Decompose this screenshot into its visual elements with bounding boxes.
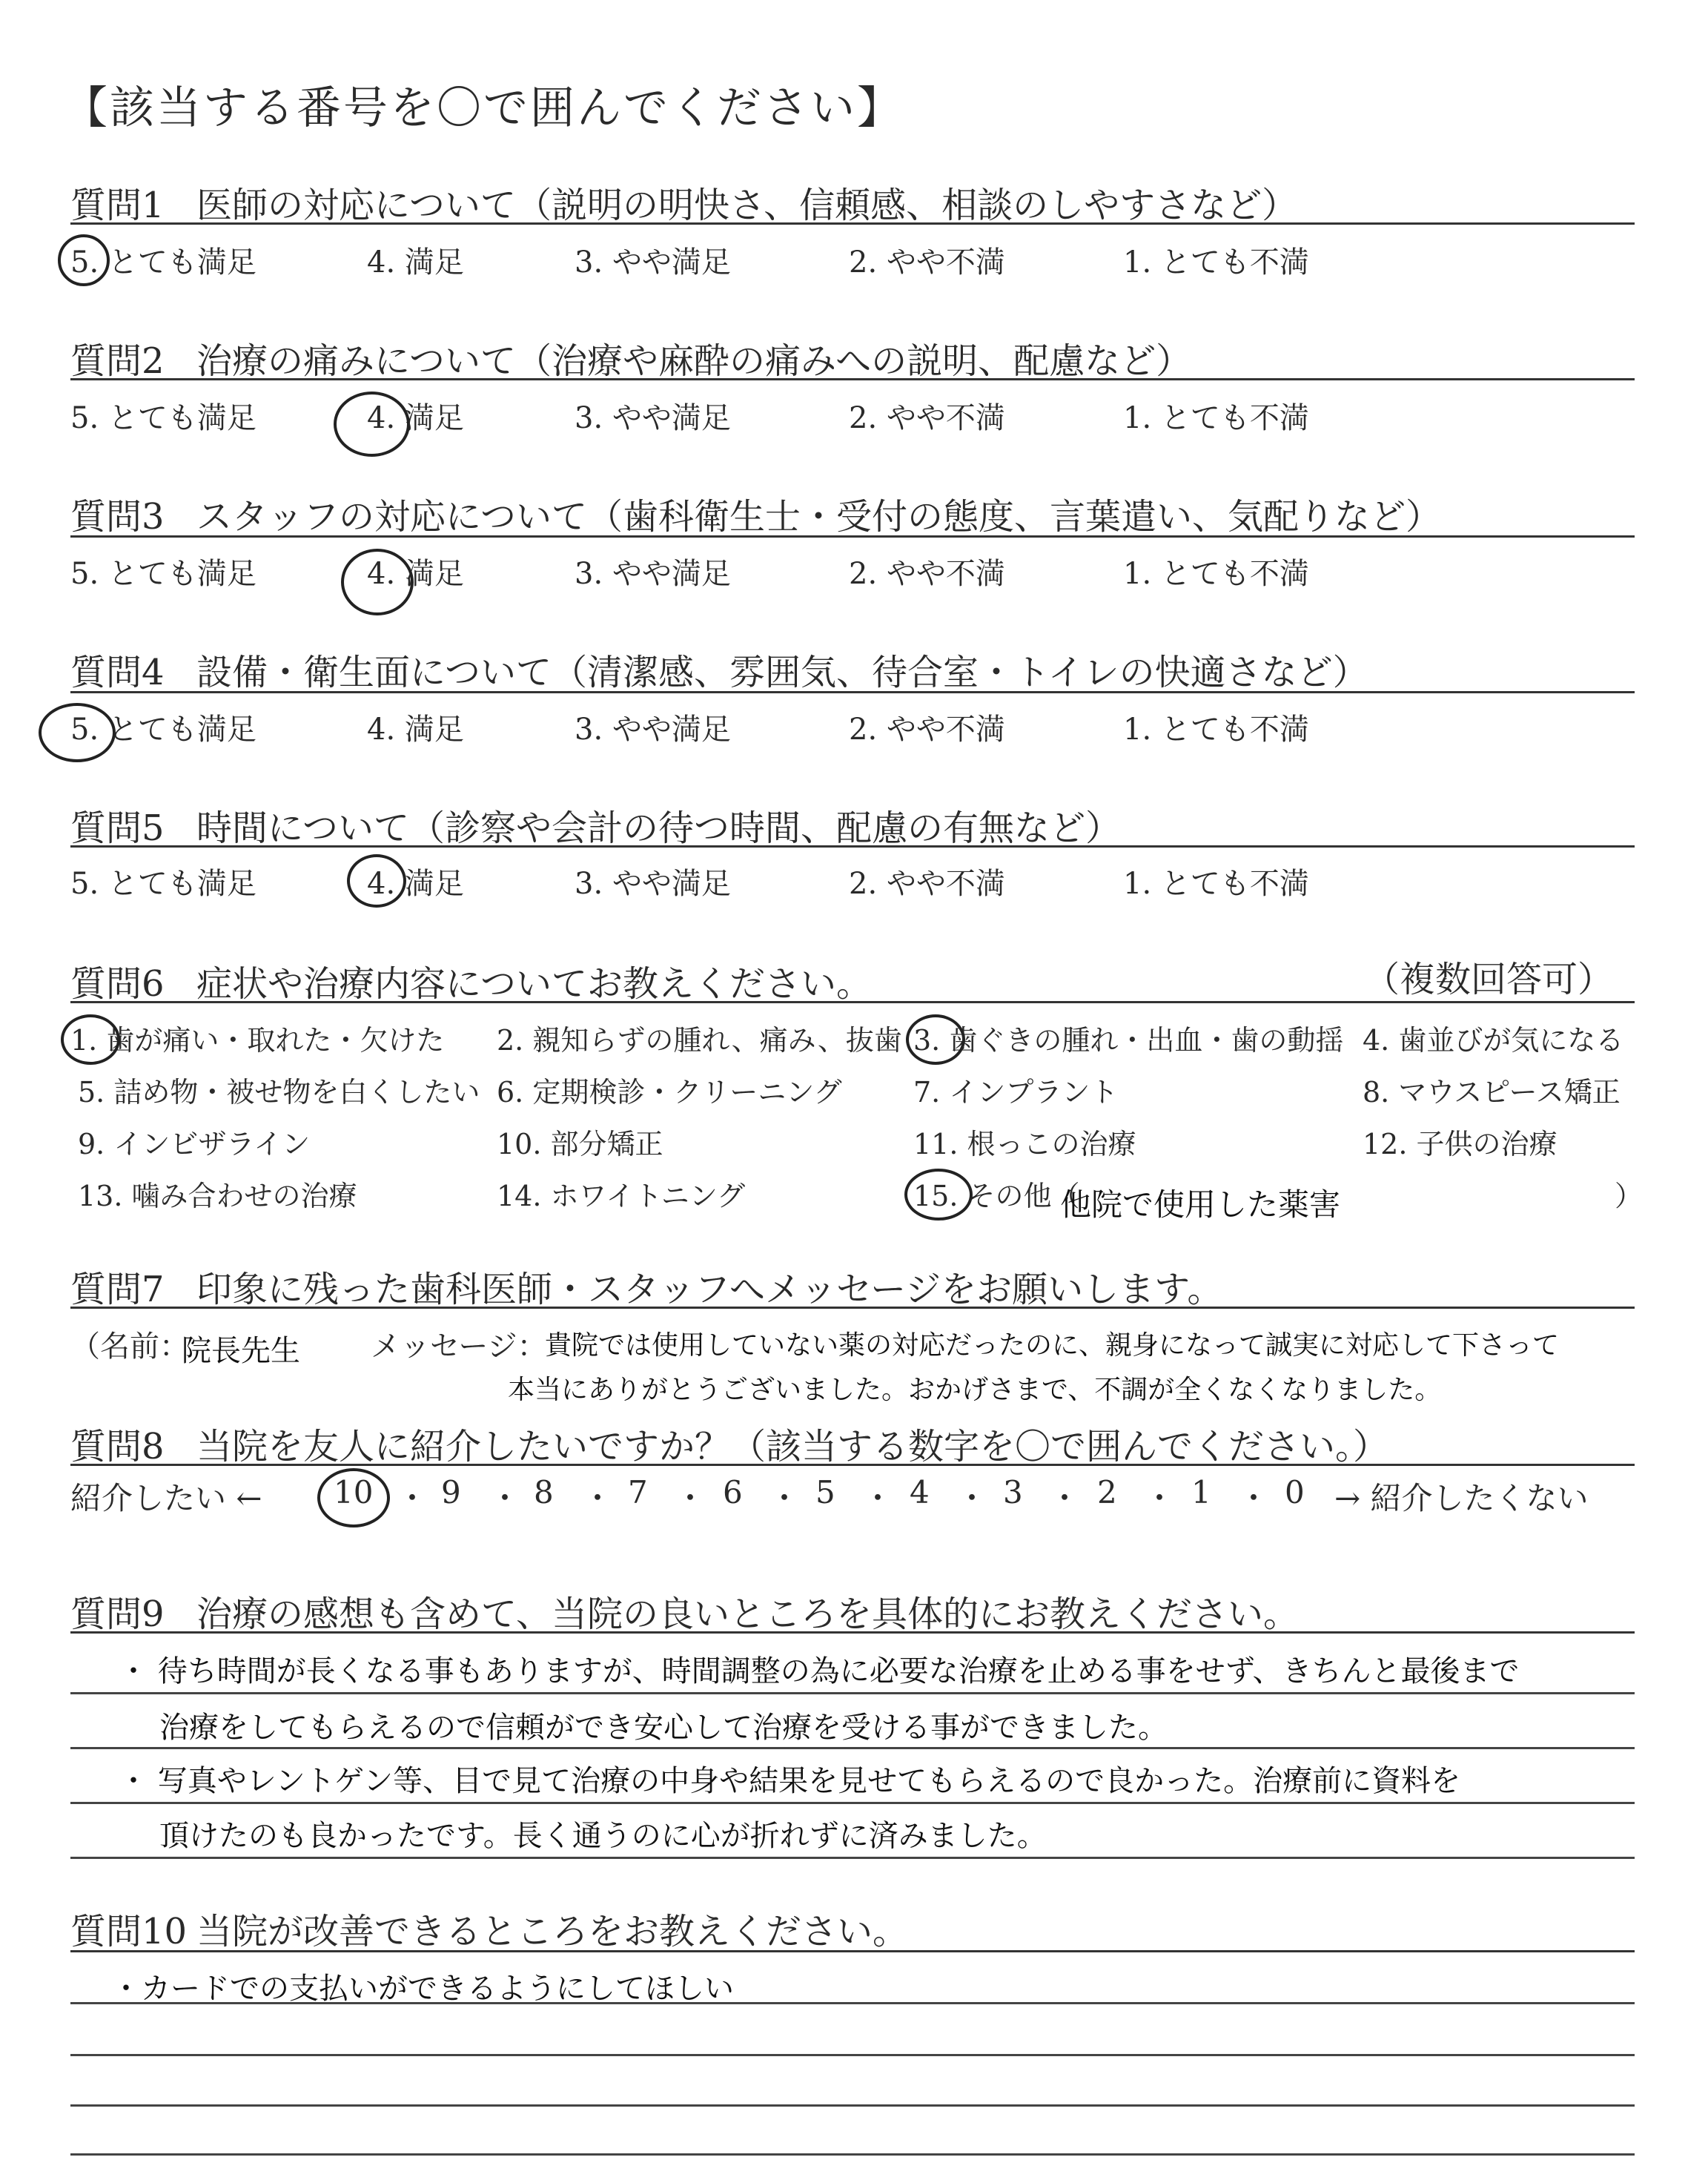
message-line: 本当にありがとうございました。おかげさまで、不調が全くなくなりました。 bbox=[508, 1375, 1442, 1405]
scale-7[interactable]: 7 bbox=[628, 1474, 648, 1510]
option-1[interactable]: 1. とても不満 bbox=[1123, 557, 1309, 591]
answer-circle bbox=[317, 1468, 390, 1527]
answer-circle bbox=[61, 1014, 120, 1065]
divider bbox=[70, 222, 1635, 225]
scale-dot: ・ bbox=[862, 1480, 894, 1516]
scale-dot: ・ bbox=[956, 1480, 988, 1516]
scale-dot: ・ bbox=[1238, 1480, 1270, 1516]
option-3[interactable]: 3. やや満足 bbox=[575, 713, 731, 747]
option-3[interactable]: 3. やや満足 bbox=[575, 867, 731, 901]
option-1[interactable]: 1. とても不満 bbox=[1123, 401, 1309, 435]
answer-circle bbox=[341, 549, 414, 615]
question-text: スタッフの対応について（歯科衛生士・受付の態度、言葉遣い、気配りなど） bbox=[196, 496, 1442, 538]
question-number: 質問6 bbox=[70, 963, 165, 1005]
answer-circle bbox=[334, 392, 410, 457]
option-1[interactable]: 1. とても不満 bbox=[1123, 245, 1309, 280]
question-6-title bbox=[70, 955, 872, 1006]
improvement-line: ・カードでの支払いができるようにしてほしい bbox=[111, 1972, 734, 2006]
writing-line bbox=[70, 2153, 1635, 2156]
scale-9[interactable]: 9 bbox=[441, 1474, 461, 1510]
other-handwritten-answer: 他院で使用した薬害 bbox=[1060, 1186, 1341, 1223]
message-line: 貴院では使用していない薬の対応だったのに、親身になって誠実に対応して下さって bbox=[545, 1330, 1560, 1361]
scale-dot: ・ bbox=[769, 1480, 801, 1516]
question-text: 治療の痛みについて（治療や麻酔の痛みへの説明、配慮など） bbox=[196, 340, 1192, 382]
question-number: 質問3 bbox=[70, 496, 165, 538]
symptom-option[interactable]: 14. ホワイトニング bbox=[497, 1180, 746, 1212]
scale-6[interactable]: 6 bbox=[723, 1474, 743, 1510]
question-text: 治療の感想も含めて、当院の良いところを具体的にお教えください。 bbox=[196, 1593, 1300, 1635]
writing-line bbox=[70, 1857, 1635, 1859]
writing-line bbox=[70, 1692, 1635, 1694]
option-2[interactable]: 2. やや不満 bbox=[849, 557, 1005, 591]
symptom-option[interactable]: 3. 歯ぐきの腫れ・出血・歯の動揺 bbox=[913, 1024, 1344, 1057]
scale-dot: ・ bbox=[489, 1480, 521, 1516]
scale-0[interactable]: 0 bbox=[1285, 1474, 1305, 1510]
option-3[interactable]: 3. やや満足 bbox=[575, 401, 731, 435]
scale-3[interactable]: 3 bbox=[1003, 1474, 1023, 1510]
option-3[interactable]: 3. やや満足 bbox=[575, 245, 731, 280]
scale-dot: ・ bbox=[675, 1480, 706, 1516]
question-text: 当院が改善できるところをお教えください。 bbox=[196, 1911, 909, 1952]
scale-right-label: → 紹介したくない bbox=[1334, 1480, 1589, 1516]
question-9-title bbox=[70, 1585, 1299, 1636]
option-2[interactable]: 2. やや不満 bbox=[849, 713, 1005, 747]
question-number: 質問7 bbox=[70, 1269, 165, 1310]
answer-circle bbox=[347, 854, 406, 908]
symptom-option[interactable]: 2. 親知らずの腫れ、痛み、抜歯 bbox=[497, 1024, 902, 1057]
option-2[interactable]: 2. やや不満 bbox=[849, 401, 1005, 435]
recommend-scale bbox=[70, 1474, 1635, 1519]
divider bbox=[70, 1950, 1635, 1952]
question-number: 質問2 bbox=[70, 340, 165, 382]
writing-line bbox=[70, 2104, 1635, 2107]
answer-circle bbox=[904, 1169, 973, 1221]
question-5-title bbox=[70, 799, 1121, 851]
divider bbox=[70, 1001, 1635, 1003]
question-7-title bbox=[70, 1261, 1222, 1312]
question-2-title bbox=[70, 332, 1191, 383]
option-4[interactable]: 4. 満足 bbox=[367, 867, 464, 901]
symptom-option-other[interactable]: 15. その他（ bbox=[913, 1180, 1080, 1212]
scale-dot: ・ bbox=[397, 1480, 428, 1516]
question-number: 質問10 bbox=[70, 1911, 188, 1952]
divider bbox=[70, 691, 1635, 693]
option-5[interactable]: 5. とても満足 bbox=[70, 557, 256, 591]
question-2-options bbox=[70, 394, 1553, 439]
symptom-option[interactable]: 7. インプラント bbox=[913, 1076, 1119, 1109]
scale-dot: ・ bbox=[1049, 1480, 1081, 1516]
scale-2[interactable]: 2 bbox=[1097, 1474, 1117, 1510]
option-4[interactable]: 4. 満足 bbox=[367, 401, 464, 435]
question-10-title bbox=[70, 1903, 908, 1954]
question-text: 設備・衛生面について（清潔感、雰囲気、待合室・トイレの快適さなど） bbox=[196, 652, 1368, 693]
option-4[interactable]: 4. 満足 bbox=[367, 713, 464, 747]
scale-8[interactable]: 8 bbox=[534, 1474, 554, 1510]
question-3-title bbox=[70, 488, 1441, 539]
symptom-option[interactable]: 10. 部分矯正 bbox=[497, 1128, 663, 1160]
question-number: 質問9 bbox=[70, 1593, 165, 1635]
scale-dot: ・ bbox=[582, 1480, 614, 1516]
answer-circle bbox=[39, 703, 116, 762]
divider bbox=[70, 535, 1635, 538]
multiple-answers-note: （複数回答可） bbox=[1364, 959, 1614, 1000]
symptom-option[interactable]: 1. 歯が痛い・取れた・欠けた bbox=[70, 1024, 445, 1057]
scale-1[interactable]: 1 bbox=[1191, 1474, 1211, 1510]
option-5[interactable]: 5. とても満足 bbox=[70, 245, 256, 280]
symptom-option[interactable]: 11. 根っこの治療 bbox=[913, 1128, 1136, 1160]
option-5[interactable]: 5. とても満足 bbox=[70, 401, 256, 435]
answer-circle bbox=[906, 1014, 965, 1065]
question-5-options bbox=[70, 860, 1553, 905]
name-value: 院長先生 bbox=[182, 1334, 300, 1368]
question-number: 質問1 bbox=[70, 185, 165, 226]
scale-dot: ・ bbox=[1144, 1480, 1176, 1516]
divider bbox=[70, 1464, 1635, 1466]
question-8-title bbox=[70, 1418, 1388, 1469]
comment-line: 頂けたのも良かったです。長く通うのに心が折れずに済みました。 bbox=[159, 1819, 1047, 1853]
question-number: 質問8 bbox=[70, 1426, 165, 1467]
divider bbox=[70, 1307, 1635, 1309]
scale-5[interactable]: 5 bbox=[815, 1474, 835, 1510]
symptom-option[interactable]: 5. 詰め物・被せ物を白くしたい bbox=[78, 1076, 480, 1109]
option-5[interactable]: 5. とても満足 bbox=[70, 867, 256, 901]
symptom-option[interactable]: 4. 歯並びが気になる bbox=[1363, 1024, 1624, 1057]
question-text: 医師の対応について（説明の明快さ、信頼感、相談のしやすさなど） bbox=[196, 185, 1298, 226]
writing-line bbox=[70, 2002, 1635, 2004]
writing-line bbox=[70, 2054, 1635, 2056]
symptom-option[interactable]: 12. 子供の治療 bbox=[1363, 1128, 1558, 1160]
option-2[interactable]: 2. やや不満 bbox=[849, 867, 1005, 901]
option-5[interactable]: 5. とても満足 bbox=[70, 713, 256, 747]
symptom-option[interactable]: 13. 噛み合わせの治療 bbox=[78, 1180, 357, 1212]
option-3[interactable]: 3. やや満足 bbox=[575, 557, 731, 591]
question-text: 当院を友人に紹介したいですか？（該当する数字を〇で囲んでください。） bbox=[196, 1426, 1389, 1467]
page-title: 【該当する番号を〇で囲んでください】 bbox=[63, 82, 904, 134]
question-1-title bbox=[70, 176, 1297, 228]
question-4-title bbox=[70, 644, 1368, 695]
other-close-paren: ） bbox=[1615, 1180, 1644, 1212]
divider bbox=[70, 1631, 1635, 1634]
divider bbox=[70, 378, 1635, 380]
question-text: 時間について（診察や会計の待つ時間、配慮の有無など） bbox=[196, 807, 1122, 849]
symptom-option[interactable]: 8. マウスピース矯正 bbox=[1363, 1076, 1621, 1109]
question-text: 症状や治療内容についてお教えください。 bbox=[196, 963, 873, 1005]
question-number: 質問5 bbox=[70, 807, 165, 849]
question-4-options bbox=[70, 706, 1553, 750]
option-2[interactable]: 2. やや不満 bbox=[849, 245, 1005, 280]
name-label: （名前： bbox=[70, 1330, 189, 1364]
question-text: 印象に残った歯科医師・スタッフへメッセージをお願いします。 bbox=[196, 1269, 1223, 1310]
question-number: 質問4 bbox=[70, 652, 165, 693]
writing-line bbox=[70, 1802, 1635, 1804]
scale-left-label: 紹介したい ← bbox=[70, 1480, 262, 1516]
symptom-option[interactable]: 6. 定期検診・クリーニング bbox=[497, 1076, 842, 1109]
answer-circle bbox=[58, 234, 110, 286]
question-3-options bbox=[70, 550, 1553, 595]
writing-line bbox=[70, 1747, 1635, 1749]
scale-10[interactable]: 10 bbox=[334, 1474, 374, 1510]
scale-4[interactable]: 4 bbox=[910, 1474, 930, 1510]
symptom-option[interactable]: 9. インビザライン bbox=[78, 1128, 311, 1160]
option-4[interactable]: 4. 満足 bbox=[367, 557, 464, 591]
comment-line: ・ 写真やレントゲン等、目で見て治療の中身や結果を見せてもらえるので良かった。治療前に資料を bbox=[119, 1764, 1461, 1798]
question-1-options bbox=[70, 239, 1553, 283]
comment-line: 治療をしてもらえるので信頼ができ安心して治療を受ける事ができました。 bbox=[159, 1711, 1168, 1745]
option-4[interactable]: 4. 満足 bbox=[367, 245, 464, 280]
option-1[interactable]: 1. とても不満 bbox=[1123, 867, 1309, 901]
message-label: メッセージ： bbox=[371, 1330, 547, 1364]
option-1[interactable]: 1. とても不満 bbox=[1123, 713, 1309, 747]
comment-line: ・ 待ち時間が長くなる事もありますが、時間調整の為に必要な治療を止める事をせず、きちんと最後まで bbox=[119, 1654, 1520, 1688]
divider bbox=[70, 845, 1635, 848]
